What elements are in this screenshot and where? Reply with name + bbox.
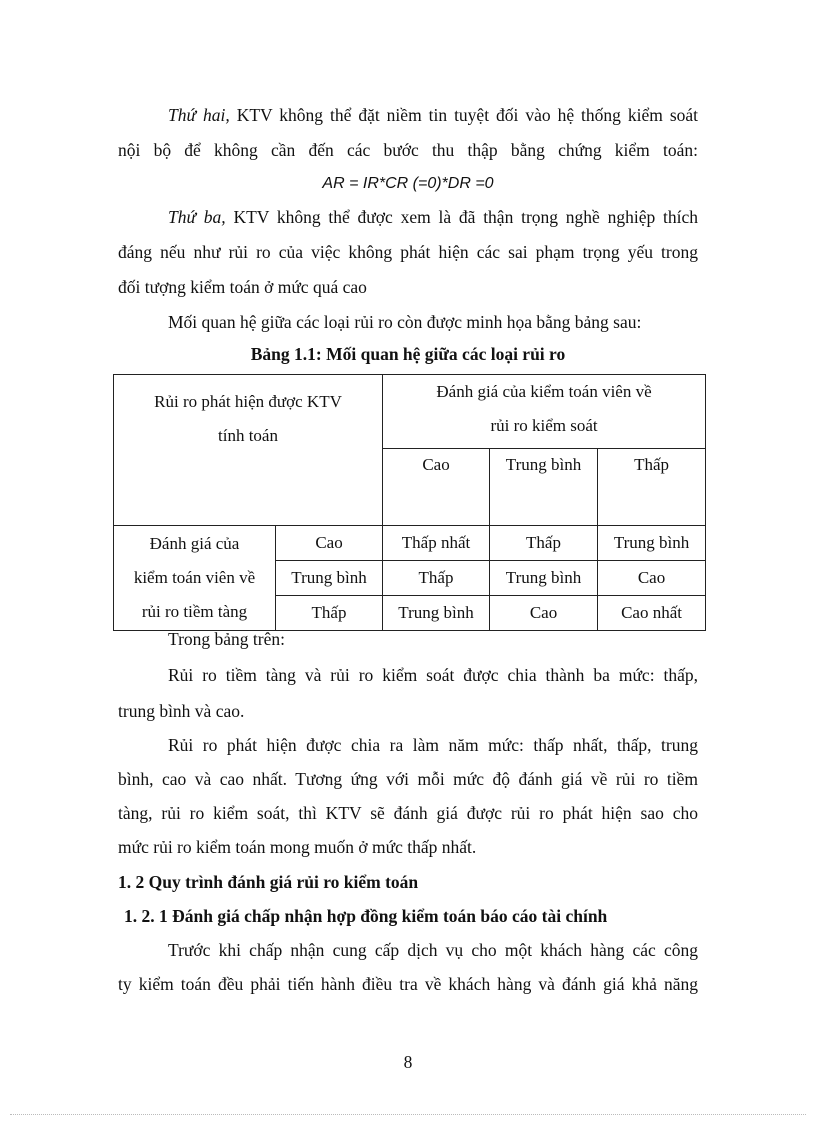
emphasis-lead: Thứ ba,: [168, 207, 226, 227]
paragraph-line: Thứ ba, KTV không thể được xem là đã thận trọng nghề nghiệp thích: [168, 207, 698, 227]
page-border-line: [10, 1114, 806, 1115]
column-header: Thấp: [598, 449, 706, 526]
column-group-header: Đánh giá của kiểm toán viên về rủi ro kiểm soát: [383, 375, 706, 449]
emphasis-lead: Thứ hai,: [168, 105, 230, 125]
paragraph-line: tàng, rủi ro kiểm soát, thì KTV sẽ đánh giá được rủi ro phát hiện sao cho: [118, 803, 698, 823]
paragraph-line: Thứ hai, KTV không thể đặt niềm tin tuyệt đối vào hệ thống kiểm soát: [168, 105, 699, 125]
table-cell: Trung bình: [383, 596, 490, 631]
table-cell: Cao: [490, 596, 598, 631]
paragraph-line: ty kiểm toán đều phải tiến hành điều tra về khách hàng và đánh giá khả năng: [118, 974, 698, 994]
paragraph-line: đáng nếu như rủi ro của việc không phát hiện các sai phạm trọng yếu trong: [118, 242, 698, 262]
column-header: Cao: [383, 449, 490, 526]
table-cell: Thấp: [383, 561, 490, 596]
risk-relationship-table: [113, 374, 706, 631]
table-caption: Bảng 1.1: Mối quan hệ giữa các loại rủi ro: [250, 344, 566, 364]
table-cell: Trung bình: [490, 561, 598, 596]
table-cell: Thấp nhất: [383, 526, 490, 561]
column-header: Trung bình: [490, 449, 598, 526]
paragraph-line: Rủi ro phát hiện được chia ra làm năm mức: thấp nhất, thấp, trung: [168, 735, 698, 755]
page-number: 8: [403, 1052, 413, 1072]
table-cell: Cao nhất: [598, 596, 706, 631]
table-corner-cell: Rủi ro phát hiện được KTV tính toán: [114, 375, 383, 526]
row-header: Thấp: [276, 596, 383, 631]
paragraph-line: Mối quan hệ giữa các loại rủi ro còn được minh họa bằng bảng sau:: [168, 312, 642, 332]
paragraph-line: bình, cao và cao nhất. Tương ứng với mỗi mức độ đánh giá về rủi ro tiềm: [118, 769, 698, 789]
table-cell: Cao: [598, 561, 706, 596]
paragraph-line: mức rủi ro kiểm toán mong muốn ở mức thấp nhất.: [118, 837, 477, 857]
paragraph-line: nội bộ để không cần đến các bước thu thập bằng chứng kiểm toán:: [118, 140, 698, 160]
row-group-header: Đánh giá của kiểm toán viên về rủi ro tiềm tàng: [114, 526, 276, 631]
table-cell: Trung bình: [598, 526, 706, 561]
paragraph-line: trung bình và cao.: [118, 701, 245, 721]
table-cell: Thấp: [490, 526, 598, 561]
row-header: Cao: [276, 526, 383, 561]
row-header: Trung bình: [276, 561, 383, 596]
section-heading: 1. 2 Quy trình đánh giá rủi ro kiểm toán: [118, 872, 419, 892]
paragraph-line: Trong bảng trên:: [168, 629, 285, 649]
paragraph-line: đối tượng kiểm toán ở mức quá cao: [118, 277, 367, 297]
subsection-heading: 1. 2. 1 Đánh giá chấp nhận hợp đồng kiểm toán báo cáo tài chính: [124, 906, 608, 926]
equation: AR = IR*CR (=0)*DR =0: [322, 175, 494, 192]
paragraph-line: Rủi ro tiềm tàng và rủi ro kiểm soát được chia thành ba mức: thấp,: [168, 665, 698, 685]
paragraph-line: Trước khi chấp nhận cung cấp dịch vụ cho một khách hàng các công: [168, 940, 698, 960]
